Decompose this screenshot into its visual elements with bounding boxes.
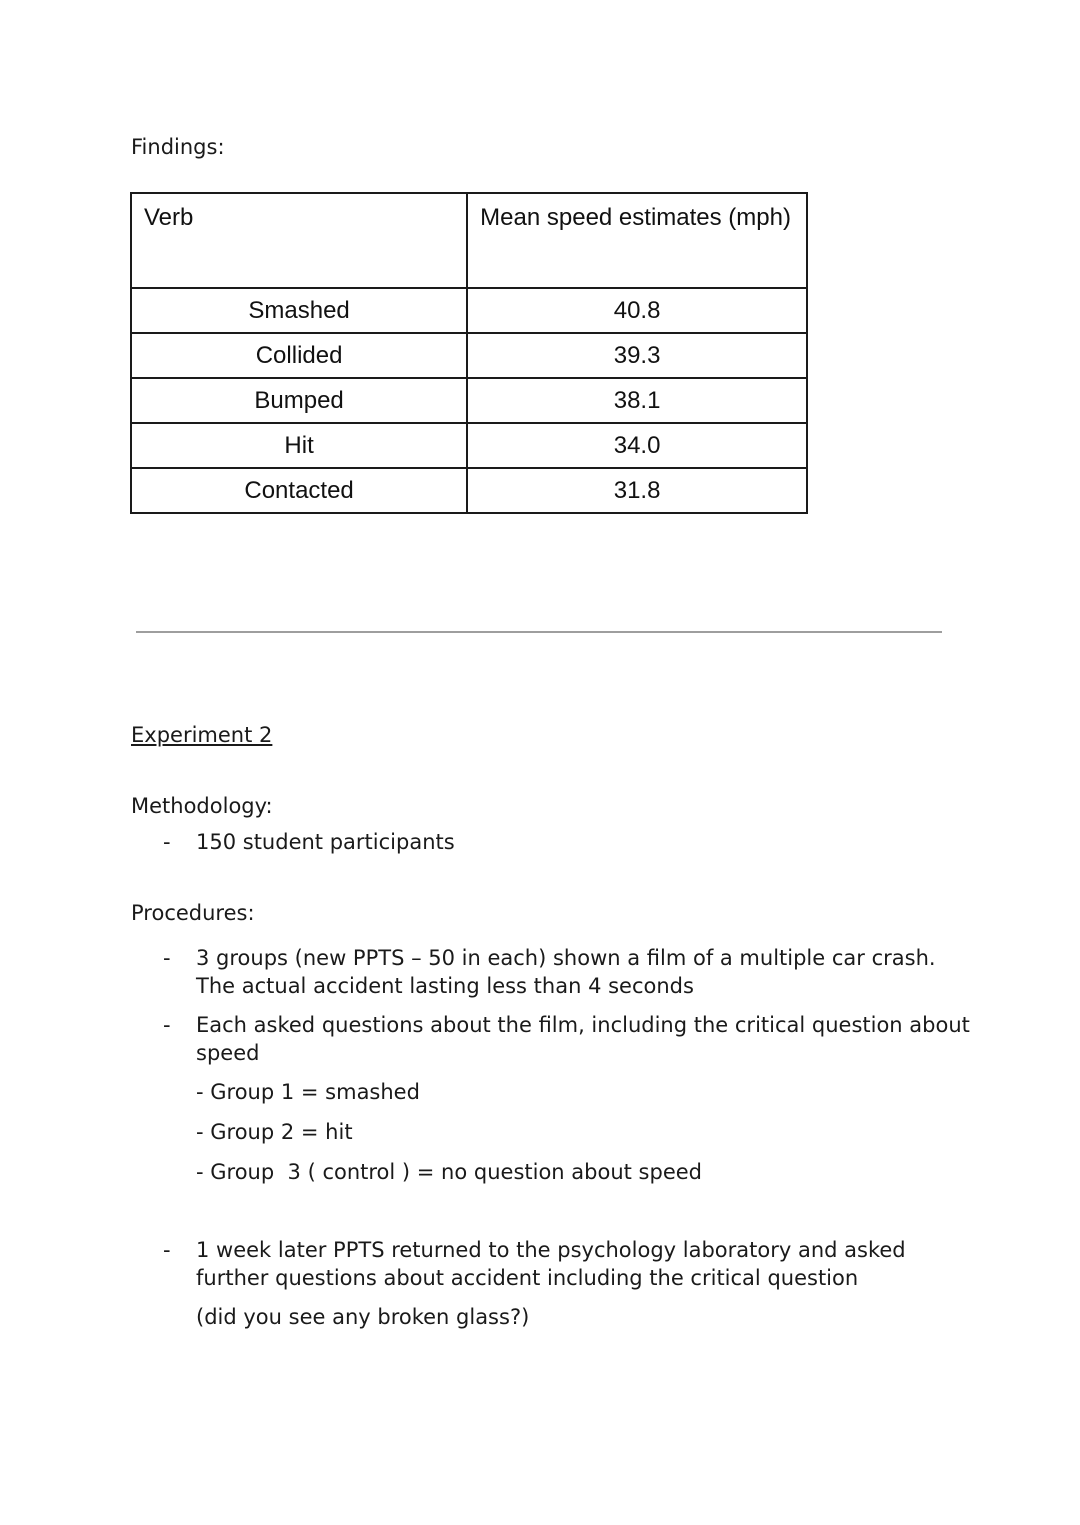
group-3-line: - Group 3 ( control ) = no question about speed (196, 1160, 702, 1184)
verb-cell: Collided (131, 333, 467, 378)
findings-label: Findings: (131, 135, 225, 159)
mean-cell: 40.8 (467, 288, 807, 333)
table-row (131, 468, 807, 513)
header-mean-speed: Mean speed estimates (mph) (467, 193, 807, 288)
table-row (131, 333, 807, 378)
procedures-label: Procedures: (131, 901, 255, 925)
group-2-line: - Group 2 = hit (196, 1120, 353, 1144)
bullet-dash: - (163, 946, 171, 970)
findings-table (130, 192, 808, 514)
verb-cell: Smashed (131, 288, 467, 333)
table-row (131, 378, 807, 423)
bullet-dash: - (163, 1013, 171, 1037)
verb-cell: Hit (131, 423, 467, 468)
procedure-item-3-line-1: 1 week later PPTS returned to the psychology laboratory and asked (196, 1238, 906, 1262)
procedure-item-2-line-1: Each asked questions about the film, including the critical question about (196, 1013, 970, 1037)
experiment-2-heading: Experiment 2 (131, 723, 273, 747)
bullet-dash: - (163, 1238, 171, 1262)
mean-cell: 39.3 (467, 333, 807, 378)
methodology-item: 150 student participants (196, 830, 455, 854)
group-1-line: - Group 1 = smashed (196, 1080, 420, 1104)
procedure-item-3-line-2: further questions about accident including the critical question (196, 1266, 859, 1290)
methodology-label: Methodology: (131, 794, 273, 818)
table-header-row (131, 193, 807, 288)
mean-cell: 34.0 (467, 423, 807, 468)
verb-cell: Contacted (131, 468, 467, 513)
bullet-dash: - (163, 830, 171, 854)
procedure-item-1-line-1: 3 groups (new PPTS – 50 in each) shown a film of a multiple car crash. (196, 946, 936, 970)
mean-cell: 31.8 (467, 468, 807, 513)
horizontal-divider (136, 631, 942, 633)
procedure-item-2-line-2: speed (196, 1041, 260, 1065)
header-verb: Verb (131, 193, 467, 288)
verb-cell: Bumped (131, 378, 467, 423)
procedure-item-3-line-3: (did you see any broken glass?) (196, 1305, 530, 1329)
table-row (131, 423, 807, 468)
table-row (131, 288, 807, 333)
mean-cell: 38.1 (467, 378, 807, 423)
procedure-item-1-line-2: The actual accident lasting less than 4 seconds (196, 974, 694, 998)
